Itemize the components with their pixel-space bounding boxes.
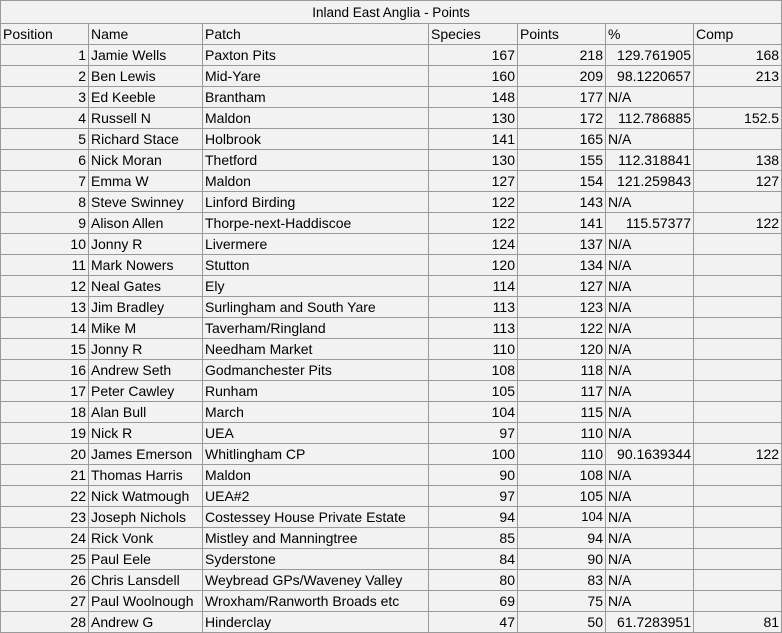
cell-percent[interactable]: N/A xyxy=(606,507,694,528)
cell-points[interactable]: 218 xyxy=(518,45,606,66)
cell-percent[interactable]: 112.786885 xyxy=(606,108,694,129)
cell-comp[interactable] xyxy=(694,486,782,507)
cell-position[interactable]: 18 xyxy=(1,402,89,423)
cell-comp[interactable] xyxy=(694,423,782,444)
cell-comp[interactable] xyxy=(694,465,782,486)
header-name[interactable]: Name xyxy=(89,24,203,45)
cell-percent[interactable]: N/A xyxy=(606,297,694,318)
cell-points[interactable]: 134 xyxy=(518,255,606,276)
cell-name[interactable]: Paul Woolnough xyxy=(89,591,203,612)
table-row xyxy=(1,45,782,66)
cell-name[interactable]: Thomas Harris xyxy=(89,465,203,486)
cell-patch[interactable]: Whitlingham CP xyxy=(203,444,429,465)
cell-species[interactable]: 141 xyxy=(429,129,518,150)
cell-name[interactable]: Jim Bradley xyxy=(89,297,203,318)
cell-name[interactable]: Chris Lansdell xyxy=(89,570,203,591)
cell-comp[interactable] xyxy=(694,318,782,339)
cell-patch[interactable]: Mistley and Manningtree xyxy=(203,528,429,549)
cell-position[interactable]: 7 xyxy=(1,171,89,192)
cell-percent[interactable]: N/A xyxy=(606,549,694,570)
cell-species[interactable]: 114 xyxy=(429,276,518,297)
cell-patch[interactable]: Godmanchester Pits xyxy=(203,360,429,381)
cell-species[interactable]: 130 xyxy=(429,150,518,171)
cell-name[interactable]: Andrew G xyxy=(89,612,203,633)
cell-species[interactable]: 167 xyxy=(429,45,518,66)
cell-patch[interactable]: Taverham/Ringland xyxy=(203,318,429,339)
cell-points[interactable]: 143 xyxy=(518,192,606,213)
cell-species[interactable]: 80 xyxy=(429,570,518,591)
cell-name[interactable]: Russell N xyxy=(89,108,203,129)
table-row xyxy=(1,339,782,360)
cell-patch[interactable]: Surlingham and South Yare xyxy=(203,297,429,318)
cell-percent[interactable]: N/A xyxy=(606,318,694,339)
cell-name[interactable]: Mike M xyxy=(89,318,203,339)
cell-comp[interactable] xyxy=(694,570,782,591)
cell-points[interactable]: 165 xyxy=(518,129,606,150)
cell-position[interactable]: 15 xyxy=(1,339,89,360)
cell-name[interactable]: Steve Swinney xyxy=(89,192,203,213)
cell-patch[interactable]: UEA#2 xyxy=(203,486,429,507)
cell-species[interactable]: 130 xyxy=(429,108,518,129)
cell-position[interactable]: 22 xyxy=(1,486,89,507)
cell-name[interactable]: Nick Moran xyxy=(89,150,203,171)
table-row xyxy=(1,444,782,465)
cell-patch[interactable]: Runham xyxy=(203,381,429,402)
cell-comp[interactable]: 213 xyxy=(694,66,782,87)
cell-patch[interactable]: Weybread GPs/Waveney Valley xyxy=(203,570,429,591)
cell-name[interactable]: Neal Gates xyxy=(89,276,203,297)
cell-percent[interactable]: N/A xyxy=(606,570,694,591)
table-row xyxy=(1,66,782,87)
cell-patch[interactable]: Thorpe-next-Haddiscoe xyxy=(203,213,429,234)
cell-name[interactable]: Peter Cawley xyxy=(89,381,203,402)
cell-comp[interactable] xyxy=(694,549,782,570)
cell-species[interactable]: 148 xyxy=(429,87,518,108)
cell-percent[interactable]: N/A xyxy=(606,360,694,381)
cell-name[interactable]: Joseph Nichols xyxy=(89,507,203,528)
cell-comp[interactable] xyxy=(694,507,782,528)
cell-species[interactable]: 124 xyxy=(429,234,518,255)
header-row xyxy=(1,24,782,45)
cell-patch[interactable]: Holbrook xyxy=(203,129,429,150)
cell-comp[interactable]: 152.5 xyxy=(694,108,782,129)
table-row xyxy=(1,297,782,318)
cell-percent[interactable]: N/A xyxy=(606,234,694,255)
cell-percent[interactable]: 90.1639344 xyxy=(606,444,694,465)
cell-points[interactable]: 118 xyxy=(518,360,606,381)
cell-comp[interactable] xyxy=(694,402,782,423)
cell-patch[interactable]: Syderstone xyxy=(203,549,429,570)
cell-comp[interactable] xyxy=(694,129,782,150)
cell-position[interactable]: 13 xyxy=(1,297,89,318)
cell-species[interactable]: 100 xyxy=(429,444,518,465)
table-row xyxy=(1,423,782,444)
cell-species[interactable]: 84 xyxy=(429,549,518,570)
cell-comp[interactable] xyxy=(694,234,782,255)
cell-patch[interactable]: March xyxy=(203,402,429,423)
cell-comp[interactable] xyxy=(694,339,782,360)
cell-points[interactable]: 110 xyxy=(518,444,606,465)
header-patch[interactable]: Patch xyxy=(203,24,429,45)
cell-percent[interactable]: N/A xyxy=(606,402,694,423)
cell-patch[interactable]: Ely xyxy=(203,276,429,297)
cell-species[interactable]: 97 xyxy=(429,423,518,444)
table-row xyxy=(1,108,782,129)
table-row xyxy=(1,213,782,234)
cell-percent[interactable]: N/A xyxy=(606,192,694,213)
cell-points[interactable]: 94 xyxy=(518,528,606,549)
cell-name[interactable]: Emma W xyxy=(89,171,203,192)
cell-patch[interactable]: UEA xyxy=(203,423,429,444)
cell-points[interactable]: 90 xyxy=(518,549,606,570)
cell-percent[interactable]: 121.259843 xyxy=(606,171,694,192)
cell-percent[interactable]: 98.1220657 xyxy=(606,66,694,87)
table-row xyxy=(1,402,782,423)
header-species[interactable]: Species xyxy=(429,24,518,45)
table-row xyxy=(1,570,782,591)
cell-points[interactable]: 172 xyxy=(518,108,606,129)
cell-percent[interactable]: N/A xyxy=(606,486,694,507)
cell-position[interactable]: 12 xyxy=(1,276,89,297)
table-row xyxy=(1,612,782,633)
cell-species[interactable]: 120 xyxy=(429,255,518,276)
cell-comp[interactable] xyxy=(694,297,782,318)
cell-percent[interactable]: N/A xyxy=(606,423,694,444)
table-row xyxy=(1,507,782,528)
cell-comp[interactable] xyxy=(694,528,782,549)
cell-points[interactable]: 154 xyxy=(518,171,606,192)
cell-position[interactable]: 19 xyxy=(1,423,89,444)
cell-patch[interactable]: Hinderclay xyxy=(203,612,429,633)
cell-comp[interactable] xyxy=(694,381,782,402)
title-row xyxy=(1,1,782,24)
cell-points[interactable]: 115 xyxy=(518,402,606,423)
cell-species[interactable]: 127 xyxy=(429,171,518,192)
cell-species[interactable]: 160 xyxy=(429,66,518,87)
cell-patch[interactable]: Costessey House Private Estate xyxy=(203,507,429,528)
cell-position[interactable]: 2 xyxy=(1,66,89,87)
header-percent[interactable]: % xyxy=(606,24,694,45)
cell-patch[interactable]: Livermere xyxy=(203,234,429,255)
cell-position[interactable]: 4 xyxy=(1,108,89,129)
cell-comp[interactable]: 122 xyxy=(694,444,782,465)
cell-points[interactable]: 110 xyxy=(518,423,606,444)
cell-percent[interactable]: 129.761905 xyxy=(606,45,694,66)
cell-patch[interactable]: Maldon xyxy=(203,171,429,192)
cell-patch[interactable]: Maldon xyxy=(203,465,429,486)
cell-points[interactable]: 117 xyxy=(518,381,606,402)
cell-comp[interactable]: 127 xyxy=(694,171,782,192)
cell-percent[interactable]: N/A xyxy=(606,276,694,297)
cell-name[interactable]: Jonny R xyxy=(89,234,203,255)
cell-position[interactable]: 14 xyxy=(1,318,89,339)
cell-position[interactable]: 21 xyxy=(1,465,89,486)
cell-comp[interactable] xyxy=(694,255,782,276)
cell-points[interactable]: 137 xyxy=(518,234,606,255)
cell-comp[interactable]: 122 xyxy=(694,213,782,234)
cell-percent[interactable]: N/A xyxy=(606,339,694,360)
cell-position[interactable]: 20 xyxy=(1,444,89,465)
cell-points[interactable]: 105 xyxy=(518,486,606,507)
cell-points[interactable]: 50 xyxy=(518,612,606,633)
table-row xyxy=(1,360,782,381)
cell-species[interactable]: 122 xyxy=(429,213,518,234)
cell-percent[interactable]: N/A xyxy=(606,528,694,549)
cell-points[interactable]: 122 xyxy=(518,318,606,339)
cell-comp[interactable]: 81 xyxy=(694,612,782,633)
cell-patch[interactable]: Stutton xyxy=(203,255,429,276)
cell-points[interactable]: 209 xyxy=(518,66,606,87)
cell-points[interactable]: 104 xyxy=(518,507,606,528)
cell-points[interactable]: 120 xyxy=(518,339,606,360)
cell-patch[interactable]: Linford Birding xyxy=(203,192,429,213)
header-points[interactable]: Points xyxy=(518,24,606,45)
cell-species[interactable]: 104 xyxy=(429,402,518,423)
table-row xyxy=(1,591,782,612)
cell-percent[interactable]: 115.57377 xyxy=(606,213,694,234)
cell-patch[interactable]: Needham Market xyxy=(203,339,429,360)
header-comp[interactable]: Comp xyxy=(694,24,782,45)
cell-percent[interactable]: 61.7283951 xyxy=(606,612,694,633)
cell-position[interactable]: 10 xyxy=(1,234,89,255)
cell-species[interactable]: 122 xyxy=(429,192,518,213)
cell-position[interactable]: 3 xyxy=(1,87,89,108)
cell-position[interactable]: 8 xyxy=(1,192,89,213)
cell-points[interactable]: 75 xyxy=(518,591,606,612)
table-row xyxy=(1,255,782,276)
cell-name[interactable]: Rick Vonk xyxy=(89,528,203,549)
cell-position[interactable]: 9 xyxy=(1,213,89,234)
cell-species[interactable]: 47 xyxy=(429,612,518,633)
cell-patch[interactable]: Mid-Yare xyxy=(203,66,429,87)
cell-percent[interactable]: N/A xyxy=(606,465,694,486)
cell-position[interactable]: 28 xyxy=(1,612,89,633)
table-row xyxy=(1,318,782,339)
cell-position[interactable]: 1 xyxy=(1,45,89,66)
cell-points[interactable]: 83 xyxy=(518,570,606,591)
header-position[interactable]: Position xyxy=(1,24,89,45)
cell-position[interactable]: 17 xyxy=(1,381,89,402)
table-row xyxy=(1,129,782,150)
cell-percent[interactable]: 112.318841 xyxy=(606,150,694,171)
cell-percent[interactable]: N/A xyxy=(606,255,694,276)
cell-position[interactable]: 26 xyxy=(1,570,89,591)
cell-comp[interactable] xyxy=(694,192,782,213)
cell-patch[interactable]: Paxton Pits xyxy=(203,45,429,66)
cell-comp[interactable] xyxy=(694,591,782,612)
table-row xyxy=(1,192,782,213)
cell-name[interactable]: Ben Lewis xyxy=(89,66,203,87)
cell-position[interactable]: 23 xyxy=(1,507,89,528)
table-row xyxy=(1,234,782,255)
cell-name[interactable]: James Emerson xyxy=(89,444,203,465)
table-title[interactable]: Inland East Anglia - Points xyxy=(1,1,782,24)
cell-name[interactable]: Jamie Wells xyxy=(89,45,203,66)
cell-species[interactable]: 97 xyxy=(429,486,518,507)
cell-position[interactable]: 24 xyxy=(1,528,89,549)
cell-position[interactable]: 6 xyxy=(1,150,89,171)
cell-species[interactable]: 108 xyxy=(429,360,518,381)
table-row xyxy=(1,549,782,570)
cell-name[interactable]: Paul Eele xyxy=(89,549,203,570)
cell-points[interactable]: 177 xyxy=(518,87,606,108)
cell-species[interactable]: 90 xyxy=(429,465,518,486)
table-row xyxy=(1,486,782,507)
cell-points[interactable]: 155 xyxy=(518,150,606,171)
cell-name[interactable]: Nick R xyxy=(89,423,203,444)
cell-species[interactable]: 113 xyxy=(429,297,518,318)
cell-patch[interactable]: Wroxham/Ranworth Broads etc xyxy=(203,591,429,612)
table-row xyxy=(1,381,782,402)
cell-name[interactable]: Alison Allen xyxy=(89,213,203,234)
cell-position[interactable]: 16 xyxy=(1,360,89,381)
cell-species[interactable]: 105 xyxy=(429,381,518,402)
cell-name[interactable]: Nick Watmough xyxy=(89,486,203,507)
cell-points[interactable]: 108 xyxy=(518,465,606,486)
cell-position[interactable]: 25 xyxy=(1,549,89,570)
cell-comp[interactable] xyxy=(694,87,782,108)
cell-patch[interactable]: Maldon xyxy=(203,108,429,129)
cell-species[interactable]: 85 xyxy=(429,528,518,549)
table-row xyxy=(1,528,782,549)
table-row xyxy=(1,171,782,192)
cell-points[interactable]: 123 xyxy=(518,297,606,318)
cell-position[interactable]: 11 xyxy=(1,255,89,276)
cell-species[interactable]: 110 xyxy=(429,339,518,360)
cell-name[interactable]: Alan Bull xyxy=(89,402,203,423)
cell-patch[interactable]: Brantham xyxy=(203,87,429,108)
cell-percent[interactable]: N/A xyxy=(606,129,694,150)
cell-patch[interactable]: Thetford xyxy=(203,150,429,171)
cell-species[interactable]: 113 xyxy=(429,318,518,339)
table-row xyxy=(1,87,782,108)
cell-name[interactable]: Mark Nowers xyxy=(89,255,203,276)
cell-species[interactable]: 69 xyxy=(429,591,518,612)
cell-percent[interactable]: N/A xyxy=(606,87,694,108)
cell-name[interactable]: Jonny R xyxy=(89,339,203,360)
table-row xyxy=(1,465,782,486)
cell-name[interactable]: Ed Keeble xyxy=(89,87,203,108)
cell-comp[interactable]: 138 xyxy=(694,150,782,171)
table-row xyxy=(1,150,782,171)
cell-comp[interactable] xyxy=(694,276,782,297)
cell-points[interactable]: 127 xyxy=(518,276,606,297)
cell-species[interactable]: 94 xyxy=(429,507,518,528)
cell-comp[interactable]: 168 xyxy=(694,45,782,66)
cell-percent[interactable]: N/A xyxy=(606,381,694,402)
table-row xyxy=(1,276,782,297)
cell-percent[interactable]: N/A xyxy=(606,591,694,612)
cell-name[interactable]: Andrew Seth xyxy=(89,360,203,381)
cell-name[interactable]: Richard Stace xyxy=(89,129,203,150)
cell-points[interactable]: 141 xyxy=(518,213,606,234)
cell-position[interactable]: 5 xyxy=(1,129,89,150)
cell-position[interactable]: 27 xyxy=(1,591,89,612)
cell-comp[interactable] xyxy=(694,360,782,381)
